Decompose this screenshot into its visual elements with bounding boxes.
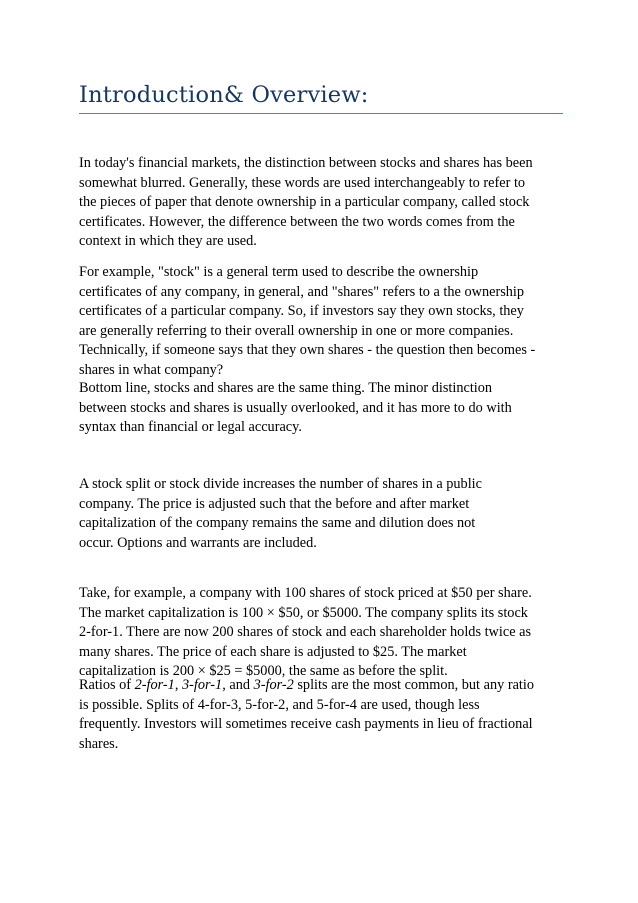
paragraph-example: For example, "stock" is a general term used to describe the ownership certificates of any company, in general, and "shares" refers to a the ownership certificates of a particular company. So, if investors say they own stocks, they are generally referring to their overall ownership in one or more companies. Technically, if someone says that they own shares - the question then becomes - shares in what company? xyxy=(79,264,536,378)
ratios-separator: , and xyxy=(222,677,254,693)
paragraph-bottom-line: Bottom line, stocks and shares are the same thing. The minor distinction between stocks and shares is usually overlooked, and it has more to do with syntax than financial or legal accuracy. xyxy=(79,380,512,435)
ratio-2-for-1: 2-for-1 xyxy=(134,677,175,693)
ratio-3-for-1: 3-for-1 xyxy=(181,677,223,693)
ratio-3-for-2: 3-for-2 xyxy=(253,677,294,693)
ratios-separator: , xyxy=(174,677,182,693)
heading-underline xyxy=(79,113,563,114)
paragraph-stock-split: A stock split or stock divide increases the number of shares in a public company. The price is adjusted such that the before and after market capitalization of the company remains the same and dilution does not occur. Options and warrants are included. xyxy=(79,476,483,551)
paragraph-split-ratios xyxy=(79,676,565,754)
ratios-lead: Ratios of xyxy=(79,677,135,693)
ratios-rest: splits are the most common, but any ratio is possible. Splits of 4-for-3, 5-for-2, and 5-for-4 are used, though less frequently. Investors will sometimes receive cash payments in lieu of fractional shares. xyxy=(79,677,535,752)
section-heading: Introduction& Overview: xyxy=(79,82,369,108)
paragraph-stocks-vs-shares: In today's financial markets, the distinction between stocks and shares has been somewhat blurred. Generally, these words are used interchangeably to refer to the pieces of paper that denote ownership in a particular company, called stock certificates. However, the difference between the two words comes from the context in which they are used. xyxy=(79,155,533,249)
paragraph-split-example: Take, for example, a company with 100 shares of stock priced at $50 per share. The market capitalization is 100 × $50, or $5000. The company splits its stock 2-for-1. There are now 200 shares of stock and each shareholder holds twice as many shares. The price of each share is adjusted to $25. The market capitalization is 200 × $25 = $5000, the same as before the split. xyxy=(79,585,532,679)
